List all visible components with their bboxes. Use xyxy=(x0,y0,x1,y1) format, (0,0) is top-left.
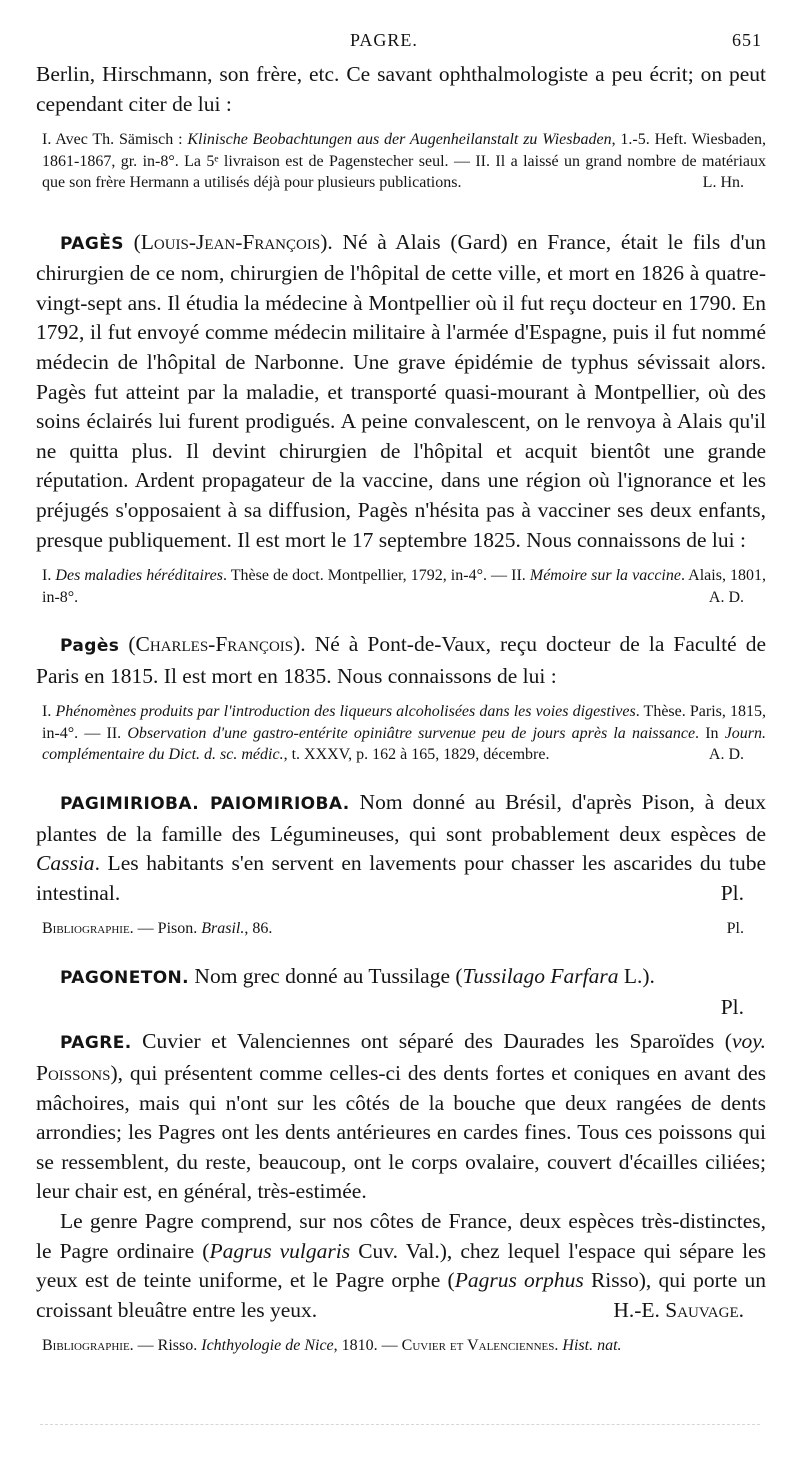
entry-crossref: Poissons xyxy=(36,1060,111,1085)
bib-text: I. xyxy=(42,567,56,585)
bib-title: Observation d'une gastro-entérite opiniâtre survenue peu de jours après la naissance xyxy=(127,724,696,742)
entry-species: Pagrus vulgaris xyxy=(209,1238,351,1263)
pagimirioba-bibliography xyxy=(36,918,766,940)
entry-text: Cuvier et Valenciennes ont séparé des Daurades les Sparoïdes ( xyxy=(142,1029,732,1054)
signature-initials: H.-E. xyxy=(613,1297,666,1322)
entry-headword: PAGÈS xyxy=(60,233,124,254)
bib-label: Bibliographie. xyxy=(42,1337,134,1355)
entry-name: (Louis-Jean-François). xyxy=(133,229,333,254)
entry-name: (Charles-François). xyxy=(128,632,306,657)
pages-charles-bibliography xyxy=(36,701,766,766)
bib-title: Brasil. xyxy=(201,920,245,938)
bib-title: Ichthyologie de Nice xyxy=(201,1337,334,1355)
bib-title: Des maladies héréditaires xyxy=(55,567,223,585)
entry-pagoneton xyxy=(36,962,766,1020)
running-head xyxy=(0,30,800,56)
bib-title: Mémoire sur la vaccine xyxy=(529,567,681,585)
bib-text: — Risso. xyxy=(133,1337,202,1355)
entry-text: Risso), qui porte un croissant bleuâtre entre les yeux. xyxy=(36,1268,766,1322)
bib-title: Phénomènes produits par l'introduction des liqueurs alcoholisées dans les voies digestives xyxy=(55,703,636,721)
hirschmann-bibliography xyxy=(36,129,766,194)
bib-text: . Alais, 1801, in-8°. xyxy=(42,567,767,606)
entry-text: Né à Pont-de-Vaux, reçu docteur de la Faculté de Paris en 1815. Il est mort en 1835. Nous connaissons de lui : xyxy=(36,632,766,688)
entry-pagre xyxy=(36,1027,766,1207)
signature xyxy=(589,1296,766,1326)
signature: Pl. xyxy=(720,995,744,1020)
page-body xyxy=(36,60,766,1357)
entry-text: . Les habitants s'en servent en lavements pour chasser les ascarides du tube intestinal. xyxy=(36,851,766,905)
entry-text: Nom grec donné au Tussilage ( xyxy=(194,963,463,988)
bib-text: . Thèse de doct. Montpellier, 1792, in-4°. — II. xyxy=(222,567,530,585)
bib-text: . Thèse. Paris, 1815, in-4°. — II. xyxy=(42,703,766,742)
entry-pages-charles xyxy=(36,630,766,691)
bib-journal: Journ. complémentaire du Dict. d. sc. médic. xyxy=(42,724,767,764)
signature: L. Hn. xyxy=(702,174,744,192)
bib-text: , 1810. — xyxy=(333,1337,402,1355)
page-bottom-rule xyxy=(40,1418,760,1425)
bib-text: . In xyxy=(695,724,725,742)
entry-voy: voy. xyxy=(731,1029,766,1054)
entry-pages-louis xyxy=(36,228,766,556)
entry-headword: PAGRE. xyxy=(60,1033,132,1054)
hirschmann-text: Berlin, Hirschmann, son frère, etc. Ce savant ophthalmologiste a peu écrit; on peut cependant citer de lui : xyxy=(36,62,766,116)
bib-text: — Pison. xyxy=(133,920,202,938)
bib-text: , 1.-5. Heft. Wiesbaden, 1861-1867, gr. in-8°. La 5ᵉ livraison est de Pagenstecher seul. — II. Il a laissé un grand nombre de matériaux que son frère Hermann a utilisés déjà pour plusieurs publications. xyxy=(42,131,767,192)
entry-text: ), qui présentent comme celles-ci des dents fortes et coniques en avant des mâchoires, mais qui n'ont sur les côtés de la bouche que deux rangées de dents arrondies; les Pagres ont les dents antérieures en cardes fines. Tous ces poissons qui se ressemblent, du reste, beaucoup, ont le corps ovalaire, couvert d'écailles ciliées; leur chair est, en général, très-estimée. xyxy=(36,1060,766,1204)
pages-louis-bibliography xyxy=(36,565,766,608)
entry-text: Le genre Pagre comprend, sur nos côtes de France, deux espèces très-distinctes, le Pagre ordinaire ( xyxy=(36,1208,766,1263)
bib-text: I. Avec Th. Sämisch : xyxy=(42,131,188,149)
entry-pagimirioba xyxy=(36,788,766,908)
entry-species: Tussilago Farfara xyxy=(462,963,619,988)
entry-text: Nom donné au Brésil, d'après Pison, à deux plantes de la famille des Légumineuses, qui sont probablement deux espèces de xyxy=(36,789,767,846)
entry-text: Né à Alais (Gard) en France, était le fils d'un chirurgien de ce nom, chirurgien de l'hôpital de cette ville, et mort en 1826 à quatre-vingt-sept ans. Il étudia la médecine à Montpellier où il fut reçu docteur en 1790. En 1792, il fut envoyé comme médecin militaire à l'armée d'Espagne, puis il fut nommé médecin de l'hôpital de Narbonne. Une grave épidémie de typhus sévissait alors. Pagès fut atteint par la maladie, et transporté quasi-mourant à Montpellier, où des soins éclairés lui furent prodigués. A peine convalescent, on le renvoya à Alais qu'il ne quitta plus. Il devint chirurgien de l'hôpital et acquit bientôt une grande réputation. Ardent propagateur de la vaccine, dans une région où l'ignorance et les préjugés s'opposaient à sa diffusion, Pagès n'hésita pas à vacciner ses deux enfants, presque publiquement. Il est mort le 17 septembre 1825. Nous connaissons de lui : xyxy=(36,229,767,552)
signature-name: Sauvage. xyxy=(665,1297,744,1322)
running-head-title: PAGRE. xyxy=(350,30,418,50)
entry-headword: PAGIMIRIOBA. PAIOMIRIOBA. xyxy=(60,793,350,814)
entry-headword: PAGONETON. xyxy=(60,967,190,988)
bib-label: Bibliographie. xyxy=(42,920,134,938)
bib-authors: Cuvier et Valenciennes. xyxy=(401,1337,559,1355)
bib-text: , 86. xyxy=(244,920,273,938)
entry-species: Pagrus orphus xyxy=(454,1268,584,1293)
signature: Pl. xyxy=(726,920,744,938)
entry-headword: Pagès xyxy=(60,636,120,657)
bib-text: , t. XXXV, p. 162 à 165, 1829, décembre. xyxy=(283,746,550,764)
bib-title: Hist. nat. xyxy=(562,1337,622,1355)
bib-title: Klinische Beobachtungen aus der Augenheilanstalt zu Wiesbaden xyxy=(187,131,612,149)
entry-genus: Cassia xyxy=(36,851,95,876)
pagre-bibliography xyxy=(36,1335,766,1357)
signature: A. D. xyxy=(708,588,744,606)
entry-text: L.). xyxy=(618,963,655,988)
signature: A. D. xyxy=(708,746,744,764)
entry-pagre-para2 xyxy=(36,1207,766,1325)
entry-text: Cuv. Val.), chez lequel l'espace qui sépare les yeux est de teinte uniforme, et le Pagre orphe ( xyxy=(36,1238,767,1293)
signature: Pl. xyxy=(720,880,744,905)
bib-text: I. xyxy=(42,703,56,721)
page-number: 651 xyxy=(732,30,762,50)
